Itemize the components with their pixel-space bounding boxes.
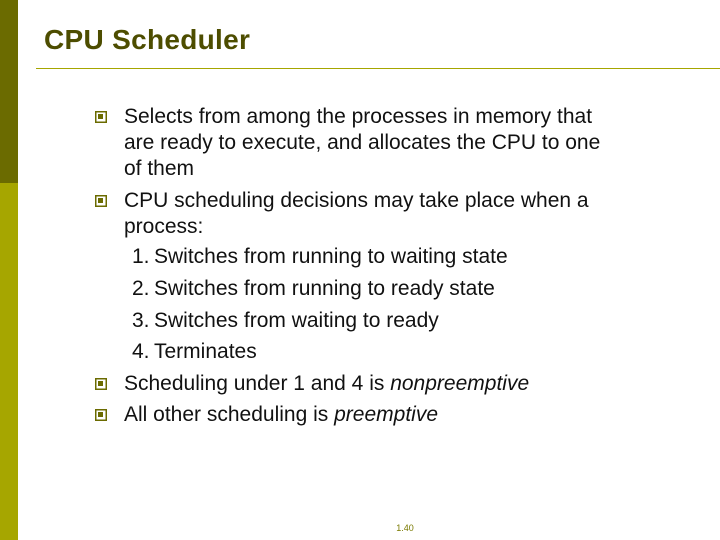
sub-item-text: Switches from running to waiting state [154, 245, 508, 268]
sub-item-text: Switches from waiting to ready [154, 309, 439, 332]
bullet-1-line-2: are ready to execute, and allocates the CPU to one [124, 131, 601, 154]
sub-item-3 [132, 308, 439, 333]
sub-item-1 [132, 244, 508, 269]
sub-item-text: Terminates [154, 340, 257, 363]
sub-item-number: 3. [132, 309, 150, 332]
square-bullet-icon [95, 111, 107, 123]
bullet-3-line [124, 371, 529, 396]
square-bullet-icon [95, 195, 107, 207]
bullet-4-text: All other scheduling is [124, 403, 335, 426]
bullet-3-emphasis: nonpreemptive [390, 372, 530, 395]
bullet-2-line-2: process: [124, 215, 204, 238]
sub-item-2 [132, 276, 495, 301]
bullet-4-emphasis: preemptive [334, 403, 439, 426]
slide-title: CPU Scheduler [44, 24, 251, 55]
bullet-3-text: Scheduling under 1 and 4 is [124, 372, 391, 395]
sub-item-number: 2. [132, 277, 150, 300]
square-bullet-icon [95, 378, 107, 390]
bullet-2-line-1: CPU scheduling decisions may take place when a [124, 189, 589, 212]
sub-item-number: 1. [132, 245, 150, 268]
bullet-1-line-1: Selects from among the processes in memory that [124, 105, 593, 128]
page-number: 1.40 [396, 523, 414, 533]
bullet-4-line [124, 402, 438, 427]
sub-item-4 [132, 339, 257, 364]
square-bullet-icon [95, 409, 107, 421]
sub-item-text: Switches from running to ready state [154, 277, 495, 300]
sub-item-number: 4. [132, 340, 150, 363]
bullet-1-line-3: of them [124, 157, 195, 180]
